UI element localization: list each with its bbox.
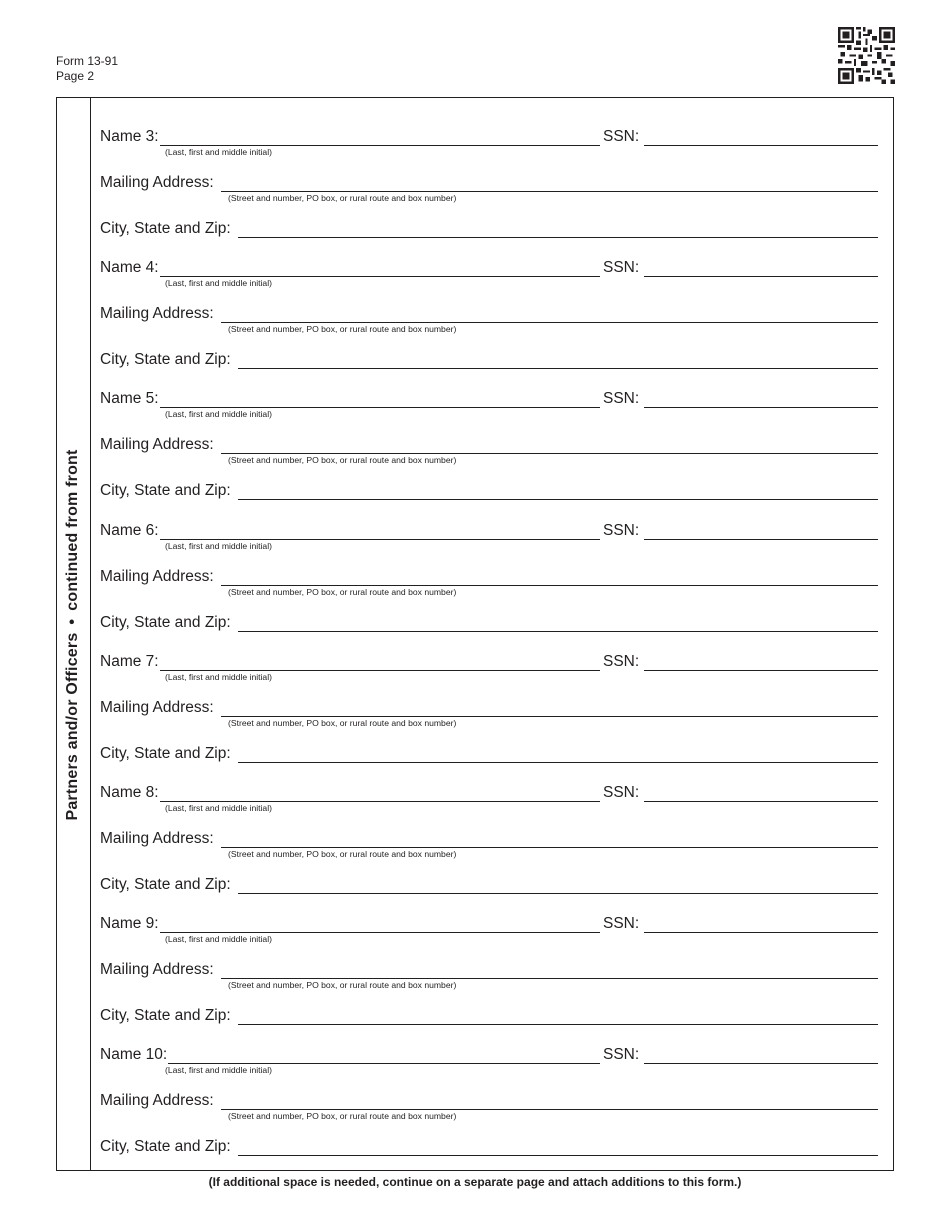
mailing-address-field[interactable]: [221, 322, 878, 323]
name-row: [100, 390, 878, 420]
mailing-row: [100, 698, 878, 728]
city-label: City, State and Zip:: [100, 744, 231, 762]
ssn-field[interactable]: [644, 932, 878, 933]
city-row: [100, 1007, 878, 1029]
name-field[interactable]: [168, 1063, 600, 1064]
name-row: [100, 521, 878, 551]
mailing-row: [100, 305, 878, 335]
mailing-hint: (Street and number, PO box, or rural route and box number): [228, 455, 457, 466]
mailing-address-field[interactable]: [221, 847, 878, 848]
city-label: City, State and Zip:: [100, 220, 231, 237]
mailing-row: [100, 1092, 878, 1122]
mailing-hint: (Street and number, PO box, or rural route and box number): [228, 849, 457, 859]
name-row: [100, 1046, 878, 1076]
form-number: Form 13-91: [56, 54, 119, 68]
name-field[interactable]: [160, 276, 600, 277]
name-label: Name 3:: [100, 128, 159, 145]
name-hint: (Last, first and middle initial): [165, 540, 272, 551]
name-label: Name 7:: [100, 652, 159, 670]
ssn-field[interactable]: [644, 801, 878, 802]
name-label: Name 10:: [100, 1046, 168, 1064]
name-row: [100, 259, 878, 289]
mailing-hint: (Street and number, PO box, or rural route and box number): [228, 586, 457, 597]
ssn-field[interactable]: [644, 1063, 878, 1064]
city-label: City, State and Zip:: [100, 1007, 231, 1025]
name-hint: (Last, first and middle initial): [165, 803, 272, 813]
mailing-label: Mailing Address:: [100, 1092, 214, 1110]
qr-code-icon: [838, 27, 895, 84]
name-label: Name 6:: [100, 521, 159, 539]
city-state-zip-field[interactable]: [238, 499, 878, 500]
name-field[interactable]: [160, 407, 600, 408]
mailing-hint: (Street and number, PO box, or rural route and box number): [228, 717, 457, 728]
mailing-address-field[interactable]: [221, 1109, 878, 1110]
city-row: [100, 1138, 878, 1160]
name-hint: (Last, first and middle initial): [165, 147, 272, 157]
city-label: City, State and Zip:: [100, 876, 231, 893]
city-row: [100, 220, 878, 242]
name-field[interactable]: [160, 670, 600, 671]
name-hint: (Last, first and middle initial): [165, 934, 272, 945]
name-label: Name 9:: [100, 915, 159, 933]
mailing-hint: (Street and number, PO box, or rural route and box number): [228, 193, 457, 203]
mailing-label: Mailing Address:: [100, 436, 214, 454]
city-row: [100, 351, 878, 373]
ssn-label: SSN:: [603, 521, 640, 539]
mailing-address-field[interactable]: [221, 191, 878, 192]
ssn-field[interactable]: [644, 407, 878, 408]
name-hint: (Last, first and middle initial): [165, 1065, 272, 1076]
name-hint: (Last, first and middle initial): [165, 409, 272, 420]
city-row: [100, 614, 878, 636]
mailing-label: Mailing Address:: [100, 305, 214, 323]
city-label: City, State and Zip:: [100, 351, 231, 369]
name-field[interactable]: [160, 145, 600, 146]
mailing-row: [100, 174, 878, 203]
ssn-field[interactable]: [644, 276, 878, 277]
side-title-left: Partners and/or Officers: [64, 632, 81, 821]
city-state-zip-field[interactable]: [238, 893, 878, 894]
mailing-row: [100, 567, 878, 597]
name-field[interactable]: [160, 801, 600, 802]
side-title-right: continued from front: [64, 449, 81, 611]
ssn-label: SSN:: [603, 652, 640, 670]
mailing-hint: (Street and number, PO box, or rural route and box number): [228, 1111, 457, 1122]
ssn-field[interactable]: [644, 145, 878, 146]
name-row: [100, 784, 878, 813]
ssn-label: SSN:: [603, 259, 640, 277]
name-row: [100, 915, 878, 945]
mailing-hint: (Street and number, PO box, or rural route and box number): [228, 980, 457, 991]
name-field[interactable]: [160, 539, 600, 540]
ssn-field[interactable]: [644, 670, 878, 671]
side-title-bullet: •: [64, 618, 81, 625]
mailing-label: Mailing Address:: [100, 567, 214, 585]
name-label: Name 5:: [100, 390, 159, 408]
city-state-zip-field[interactable]: [238, 237, 878, 238]
name-hint: (Last, first and middle initial): [165, 278, 272, 289]
form-identifier: [56, 54, 118, 83]
mailing-address-field[interactable]: [221, 716, 878, 717]
city-row: [100, 482, 878, 504]
name-label: Name 8:: [100, 784, 159, 801]
mailing-hint: (Street and number, PO box, or rural route and box number): [228, 324, 457, 335]
name-hint: (Last, first and middle initial): [165, 671, 272, 682]
city-row: [100, 876, 878, 898]
ssn-label: SSN:: [603, 390, 640, 408]
city-state-zip-field[interactable]: [238, 762, 878, 763]
mailing-address-field[interactable]: [221, 978, 878, 979]
city-label: City, State and Zip:: [100, 482, 231, 500]
city-state-zip-field[interactable]: [238, 368, 878, 369]
mailing-row: [100, 830, 878, 859]
city-state-zip-field[interactable]: [238, 631, 878, 632]
name-row: [100, 128, 878, 157]
name-label: Name 4:: [100, 259, 159, 277]
name-row: [100, 652, 878, 682]
ssn-label: SSN:: [603, 1046, 640, 1064]
city-state-zip-field[interactable]: [238, 1155, 878, 1156]
mailing-address-field[interactable]: [221, 585, 878, 586]
mailing-row: [100, 436, 878, 466]
mailing-label: Mailing Address:: [100, 698, 214, 716]
mailing-label: Mailing Address:: [100, 961, 214, 979]
name-field[interactable]: [160, 932, 600, 933]
mailing-address-field[interactable]: [221, 453, 878, 454]
ssn-label: SSN:: [603, 915, 640, 933]
city-state-zip-field[interactable]: [238, 1024, 878, 1025]
side-panel-divider: [90, 97, 94, 1171]
mailing-row: [100, 961, 878, 991]
city-label: City, State and Zip:: [100, 1138, 231, 1156]
mailing-label: Mailing Address:: [100, 174, 214, 191]
city-row: [100, 745, 878, 767]
ssn-field[interactable]: [644, 539, 878, 540]
ssn-label: SSN:: [603, 784, 640, 801]
side-title: [64, 449, 82, 820]
ssn-label: SSN:: [603, 128, 640, 145]
mailing-label: Mailing Address:: [100, 830, 214, 847]
city-label: City, State and Zip:: [100, 613, 231, 631]
page-number: Page 2: [56, 68, 95, 83]
footer-note: (If additional space is needed, continue on a separate page and attach additions to this form.): [208, 1175, 742, 1189]
